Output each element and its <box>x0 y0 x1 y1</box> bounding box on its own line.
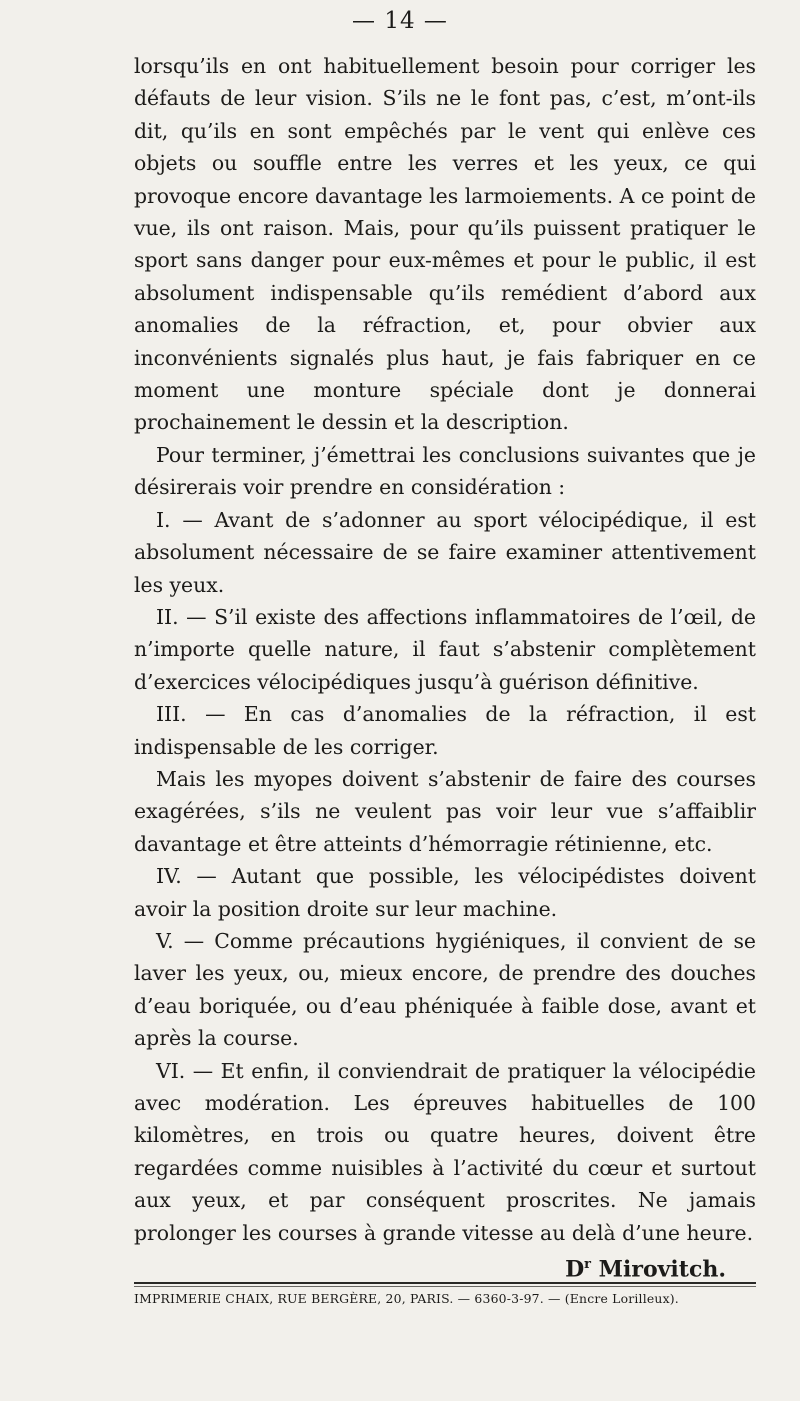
conclusion-5: V. — Comme précautions hygiéniques, il convient de se laver les yeux, ou, mieux encore, de prendre des douches d’eau boriquée, ou d’eau phéniquée à faible dose, avant et après la course. <box>134 928 756 1051</box>
conclusion-2: II. — S’il existe des affections inflammatoires de l’œil, de n’importe quelle nature, il faut s’abstenir complètement d’exercices vélocipédiques jusqu’à guérison définitive. <box>134 604 756 694</box>
conclusion-4: IV. — Autant que possible, les vélocipédistes doivent avoir la position droite sur leur machine. <box>134 864 756 921</box>
paragraph-myopes: Mais les myopes doivent s’abstenir de faire des courses exagérées, s’ils ne veulent pas voir leur vue s’affaiblir davantage et être atteints d’hémorragie rétinienne, etc. <box>134 766 756 856</box>
printer-imprint: IMPRIMERIE CHAIX, RUE BERGÈRE, 20, PARIS. — 6360-3-97. — (Encre Lorilleux). <box>134 1291 679 1306</box>
signature-name: Mirovitch. <box>598 1256 726 1283</box>
conclusion-1: I. — Avant de s’adonner au sport vélocipédique, il est absolument nécessaire de se faire examiner attentivement les yeux. <box>134 507 756 597</box>
paragraph-2: Pour terminer, j’émettrai les conclusions suivantes que je désirerais voir prendre en considération : <box>134 442 756 500</box>
author-signature <box>134 1249 756 1286</box>
conclusion-3: III. — En cas d’anomalies de la réfraction, il est indispensable de les corriger. <box>134 702 756 759</box>
footer-rule <box>134 1282 756 1284</box>
page-number: — 14 — <box>352 8 448 34</box>
signature-title: D <box>565 1256 585 1283</box>
paragraph-1: lorsqu’ils en ont habituellement besoin pour corriger les défauts de leur vision. S’ils ne le font pas, c’est, m’ont-ils dit, qu’ils en sont empêchés par le vent qui enlève ces objets ou souffle entre les verres et les yeux, ce qui provoque encore davantage les larmoiements. A ce point de vue, ils ont raison. Mais, pour qu’ils puissent pratiquer le sport sans danger pour eux-mêmes et pour le public, il est absolument indispensable qu’ils remédient d’abord aux anomalies de la réfraction, et, pour obvier aux inconvénients signalés plus haut, je fais fabriquer en ce moment une monture spéciale dont je donnerai prochainement le dessin et la description. <box>134 54 756 435</box>
conclusion-6: VI. — Et enfin, il conviendrait de pratiquer la vélocipédie avec modération. Les épreuves habituelles de 100 kilomètres, en trois ou quatre heures, doivent être regardées comme nuisibles à l’activité du cœur et surtout aux yeux, et par conséquent proscrites. Ne jamais prolonger les courses à grande vitesse au delà d’une heure. <box>134 1058 756 1245</box>
signature-title-sup: r <box>584 1257 591 1273</box>
footer-rule-thin <box>134 1286 756 1287</box>
article-body <box>134 50 756 1286</box>
